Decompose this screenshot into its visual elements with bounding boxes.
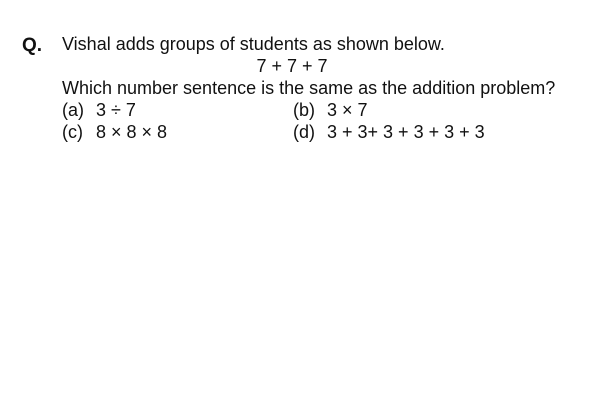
question-label: Q. (22, 35, 43, 56)
option-c-letter: (c) (62, 122, 83, 142)
option-a-text: 3 ÷ 7 (96, 100, 136, 120)
option-b-text: 3 × 7 (327, 100, 368, 120)
option-a-letter: (a) (62, 100, 84, 120)
option-c[interactable] (62, 121, 293, 143)
answer-options (62, 99, 592, 143)
question-stem: Vishal adds groups of students as shown below. (62, 34, 445, 54)
option-b[interactable] (293, 99, 533, 121)
option-d[interactable] (293, 121, 533, 143)
option-d-text: 3 + 3+ 3 + 3 + 3 + 3 (327, 122, 485, 142)
option-b-letter: (b) (293, 100, 315, 120)
option-a[interactable] (62, 99, 293, 121)
question-body (62, 33, 592, 143)
question-prompt: Which number sentence is the same as the addition problem? (62, 78, 556, 98)
option-d-letter: (d) (293, 122, 315, 142)
option-c-text: 8 × 8 × 8 (96, 122, 168, 142)
addition-expression: 7 + 7 + 7 (256, 56, 328, 76)
